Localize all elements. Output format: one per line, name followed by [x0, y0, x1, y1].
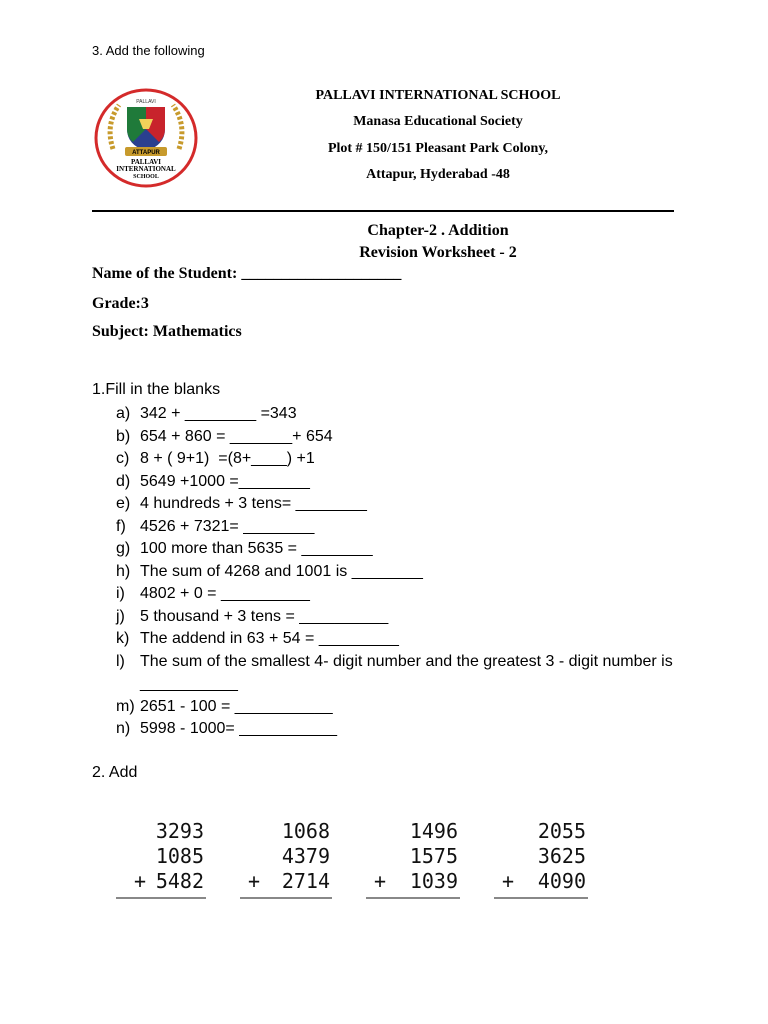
list-item: d) 5649 +1000 =________ — [116, 472, 310, 490]
list-item: l) The sum of the smallest 4- digit number and the greatest 3 - digit number is ___________ — [116, 652, 673, 692]
school-society: Manasa Educational Society — [353, 114, 523, 129]
section1-heading: 1.Fill in the blanks — [92, 381, 221, 398]
addend-second: 1085 — [155, 844, 204, 868]
addend-third: 4090 — [537, 869, 586, 893]
addend-second: 1575 — [409, 844, 458, 868]
list-item: a) 342 + ________ =343 — [116, 405, 297, 422]
addend-second: 3625 — [537, 844, 586, 868]
student-name-field: Name of the Student: ____________________ — [92, 265, 402, 282]
grade-label: Grade:3 — [92, 295, 149, 312]
school-logo — [93, 87, 199, 189]
addend-second: 4379 — [281, 844, 330, 868]
addend-first: 1496 — [409, 819, 458, 843]
list-item: b) 654 + 860 = _______+ 654 — [116, 427, 333, 445]
school-address-line2: Attapur, Hyderabad -48 — [366, 167, 510, 182]
fill-in-blanks-list — [116, 403, 676, 741]
list-item: n) 5998 - 1000= ___________ — [116, 720, 338, 737]
worksheet-title: Revision Worksheet - 2 — [359, 244, 517, 261]
addend-first: 2055 — [537, 819, 586, 843]
list-item: e) 4 hundreds + 3 tens= ________ — [116, 495, 367, 512]
addend-third: 1039 — [409, 869, 458, 893]
section2-heading: 2. Add — [92, 764, 138, 781]
header-divider — [92, 210, 674, 212]
list-item: g) 100 more than 5635 = ________ — [116, 540, 373, 557]
list-item: k) The addend in 63 + 54 = _________ — [116, 630, 399, 647]
logo-bottom-line3: SCHOOL — [133, 174, 159, 180]
list-item: i) 4802 + 0 = __________ — [116, 585, 310, 602]
subject-label: Subject: Mathematics — [92, 323, 242, 340]
top-note: 3. Add the following — [92, 43, 205, 58]
addition-problems — [112, 818, 592, 908]
addend-first: 1068 — [281, 819, 330, 843]
list-item: h) The sum of 4268 and 1001 is ________ — [116, 562, 423, 580]
list-item: c) 8 + ( 9+1) =(8+____) +1 — [116, 450, 315, 467]
addition-problem — [366, 819, 460, 898]
plus-sign: + — [134, 869, 147, 893]
addition-problem — [494, 819, 588, 898]
logo-ribbon-text: ATTAPUR — [132, 150, 160, 156]
addend-third: 2714 — [281, 869, 330, 893]
list-item: j) 5 thousand + 3 tens = __________ — [116, 607, 389, 625]
plus-sign: + — [374, 869, 387, 893]
list-item: m) 2651 - 100 = ___________ — [116, 697, 333, 715]
logo-top-text: PALLAVI — [136, 99, 156, 105]
school-address-line1: Plot # 150/151 Pleasant Park Colony, — [327, 141, 549, 156]
addition-problem — [240, 819, 332, 898]
logo-bottom-line1: PALLAVI — [130, 158, 162, 166]
plus-sign: + — [248, 869, 261, 893]
logo-bottom-line2: INTERNATIONAL — [116, 165, 176, 173]
addend-third: 5482 — [155, 869, 204, 893]
addend-first: 3293 — [155, 819, 204, 843]
chapter-title: Chapter-2 . Addition — [367, 222, 509, 239]
addition-problem — [116, 819, 206, 898]
plus-sign: + — [502, 869, 515, 893]
school-name: PALLAVI INTERNATIONAL SCHOOL — [315, 88, 561, 103]
list-item: f) 4526 + 7321= ________ — [116, 517, 315, 535]
